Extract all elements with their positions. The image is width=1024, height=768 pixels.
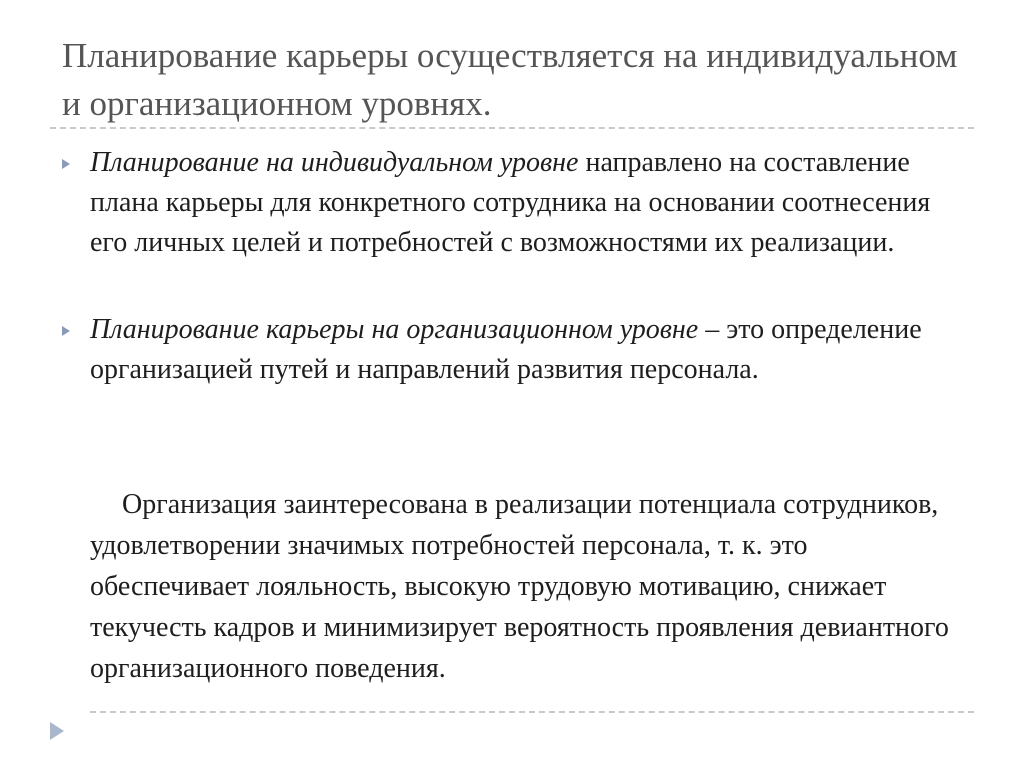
bullet-item-individual: [62, 143, 962, 263]
bullet-text: [90, 143, 962, 263]
bullet-emphasis: Планирование карьеры на организационном уровне: [90, 314, 699, 345]
bullet-body: направлено на составление плана карьеры для конкретного сотрудника на основании соотнесения его личных целей и потребностей с возможностями их реализации.: [90, 147, 931, 258]
bullet-item-organizational: [62, 310, 962, 390]
next-slide-arrow-icon[interactable]: [50, 722, 64, 740]
bullet-text: [90, 310, 962, 390]
slide-title: Планирование карьеры осуществляется на индивидуальном и организационном уровнях.: [62, 36, 958, 123]
bullet-body: – это определение организацией путей и направлений развития персонала.: [90, 314, 922, 385]
triangle-bullet-icon: [62, 326, 70, 336]
footer-divider: [90, 711, 974, 713]
triangle-bullet-icon: [62, 159, 70, 169]
summary-paragraph: Организация заинтересована в реализации потенциала сотрудников, удовлетворении значимых потребностей персонала, т. к. это обеспечивает лояльность, высокую трудовую мотивацию, снижает текучесть кадров и минимизирует вероятность проявления девиантного организационного поведения.: [90, 489, 949, 684]
title-divider: [50, 127, 974, 129]
bullet-emphasis: Планирование на индивидуальном уровне: [90, 147, 579, 178]
